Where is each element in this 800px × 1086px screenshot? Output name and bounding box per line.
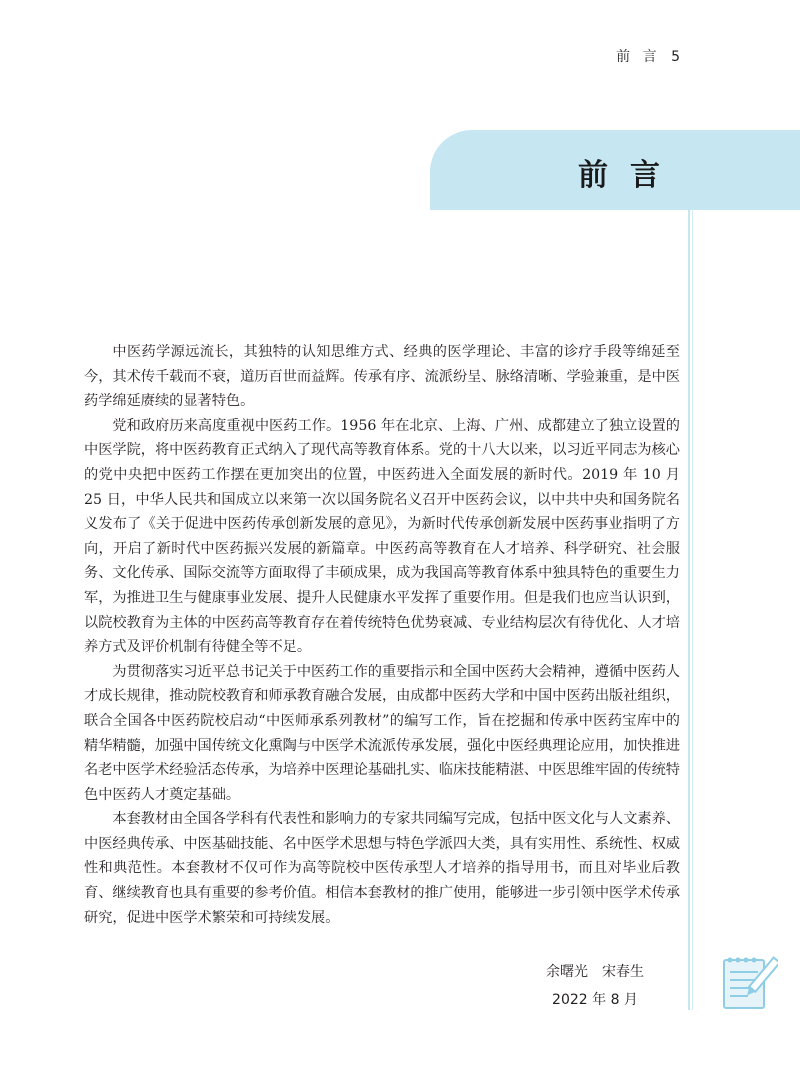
- signature: [520, 958, 670, 1014]
- running-head: [616, 46, 680, 66]
- paragraph: 中医药学源远流长，其独特的认知思维方式、经典的医学理论、丰富的诊疗手段等绵延至今，其术传千载而不衰，道历百世而益辉。传承有序、流派纷呈、脉络清晰、学验兼重，是中医药学绵延赓续的显著特色。: [84, 344, 680, 410]
- signature-date: 2022 年 8 月: [552, 992, 638, 1008]
- page-title: 前言: [578, 158, 682, 193]
- margin-rule: [688, 210, 690, 1010]
- paragraph: 本套教材由全国各学科有代表性和影响力的专家共同编写完成，包括中医文化与人文素养、中医经典传承、中医基础技能、名中医学术思想与特色学派四大类，具有实用性、系统性、权威性和典范性。本套教材不仅可作为高等院校中医传承型人才培养的指导用书，而且对毕业后教育、继续教育也具有重要的参考价值。相信本套教材的推广使用，能够进一步引领中医学术传承研究，促进中医学术繁荣和可持续发展。: [84, 811, 680, 926]
- margin-rule-inner: [692, 210, 693, 1010]
- signature-authors: 余曙光 宋春生: [546, 964, 644, 980]
- notebook-pencil-icon: [718, 950, 778, 1014]
- paragraph: 党和政府历来高度重视中医药工作。1956 年在北京、上海、广州、成都建立了独立设置的中医学院，将中医药教育正式纳入了现代高等教育体系。党的十八大以来，以习近平同志为核心的党中央把中医药工作摆在更加突出的位置，中医药进入全面发展的新时代。2019 年 10 月 25 日，中华人民共和国成立以来第一次以国务院名义召开中医药会议，以中共中央和国务院名义发布了《关于促进中医药传承创新发展的意见》，为新时代传承创新发展中医药事业指明了方向，开启了新时代中医药振兴发展的新篇章。中医药高等教育在人才培养、科学研究、社会服务、文化传承、国际交流等方面取得了丰硕成果，成为我国高等教育体系中独具特色的重要生力军，为推进卫生与健康事业发展、提升人民健康水平发挥了重要作用。但是我们也应当认识到，以院校教育为主体的中医药高等教育存在着传统特色优势衰减、专业结构层次有待优化、人才培养方式及评价机制有待健全等不足。: [84, 417, 680, 656]
- paragraph: 为贯彻落实习近平总书记关于中医药工作的重要指示和全国中医药大会精神，遵循中医药人才成长规律，推动院校教育和师承教育融合发展，由成都中医药大学和中国中医药出版社组织，联合全国各中医药院校启动“中医师承系列教材”的编写工作，旨在挖掘和传承中医药宝库中的精华精髓，加强中国传统文化熏陶与中医学术流派传承发展，强化中医经典理论应用，加快推进名老中医学术经验活态传承，为培养中医理论基础扎实、临床技能精湛、中医思维牢固的传统特色中医药人才奠定基础。: [84, 663, 680, 803]
- running-head-section: 前 言: [616, 49, 661, 65]
- preface-body: [84, 340, 680, 930]
- page-number: 5: [671, 49, 680, 65]
